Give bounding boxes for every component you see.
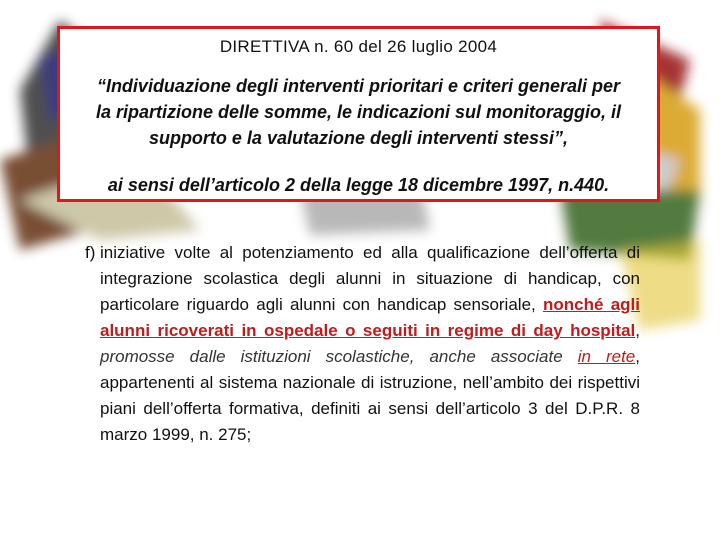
highlighted-text: nonché agli alunni ricoverati in ospedale o seguiti in regime di day hospital xyxy=(100,295,640,340)
italic-red-text: in rete xyxy=(577,347,636,366)
italic-text: promosse dalle istituzioni scolastiche, anche associate xyxy=(100,347,578,366)
subtitle-line: la ripartizione delle somme, le indicazioni sul monitoraggio, il xyxy=(95,102,622,122)
subtitle-line: supporto e la valutazione degli interventi stessi”, xyxy=(148,128,569,148)
item-text-outro: , appartenenti al sistema nazionale di istruzione, nell’ambito dei rispettivi piani dell’offerta formativa, definiti ai sensi dell’articolo 3 del D.P.R. 8 marzo 1999, n. 275; xyxy=(100,347,640,444)
title-frame xyxy=(57,26,660,202)
subtitle-line: “Individuazione degli interventi prioritari e criteri generali per xyxy=(96,76,621,96)
article-item-f xyxy=(85,240,640,448)
item-text-intro: iniziative volte al potenziamento ed alla qualificazione dell’offerta di integrazione scolastica degli alunni in situazione di handicap, con particolare riguardo agli alunni con handicap sensoriale, xyxy=(100,243,640,314)
item-marker: f) xyxy=(85,243,96,262)
directive-title: DIRETTIVA n. 60 del 26 luglio 2004 xyxy=(219,37,498,56)
item-text-comma: , xyxy=(635,321,640,340)
legal-reference: ai sensi dell’articolo 2 della legge 18 dicembre 1997, n.440. xyxy=(107,175,610,195)
directive-subtitle xyxy=(50,73,667,151)
